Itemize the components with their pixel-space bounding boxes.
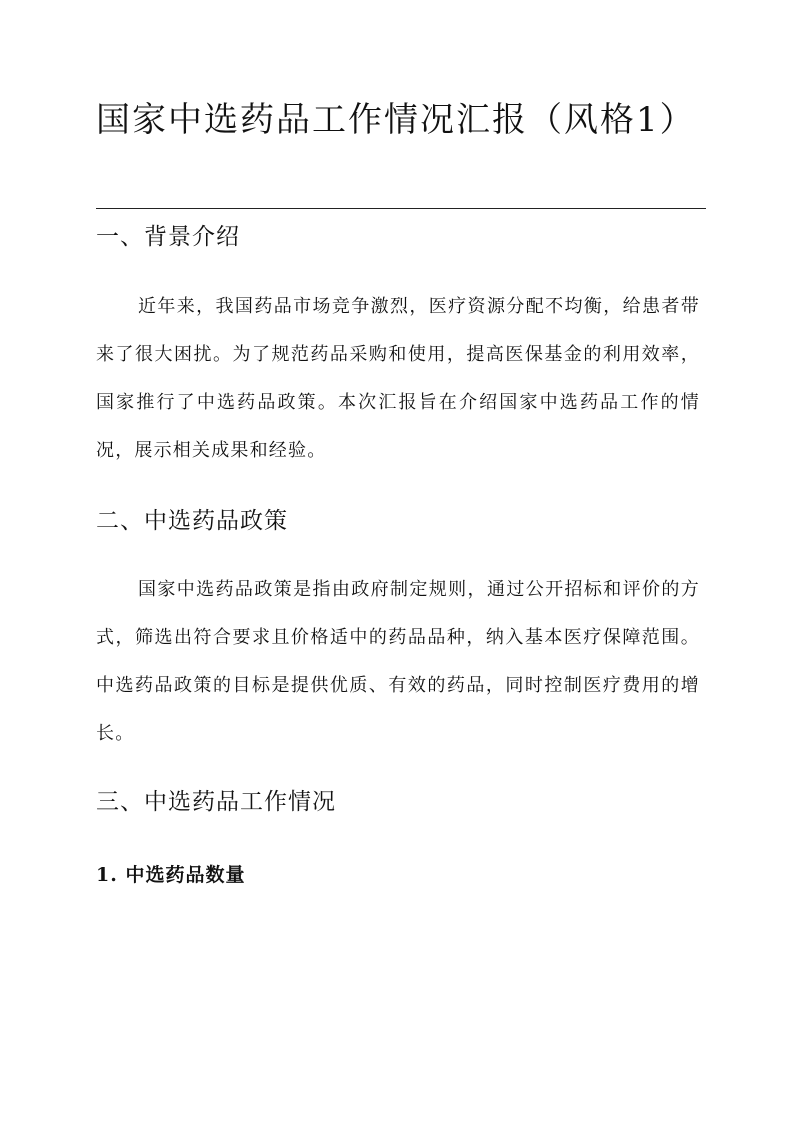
subsection-heading-drug-quantity: 1. 中选药品数量 — [96, 864, 246, 886]
section-heading-work-status: 三、中选药品工作情况 — [96, 789, 336, 815]
section-heading-policy: 二、中选药品政策 — [96, 508, 288, 534]
section-paragraph-policy: 国家中选药品政策是指由政府制定规则，通过公开招标和评价的方式，筛选出符合要求且价格适中的药品品种，纳入基本医疗保障范围。中选药品政策的目标是提供优质、有效的药品，同时控制医疗费用的增长。 — [96, 579, 700, 744]
title-divider — [96, 208, 706, 209]
section-paragraph-background: 近年来，我国药品市场竞争激烈，医疗资源分配不均衡，给患者带来了很大困扰。为了规范药品采购和使用，提高医保基金的利用效率，国家推行了中选药品政策。本次汇报旨在介绍国家中选药品工作的情况，展示相关成果和经验。 — [96, 296, 700, 461]
section-heading-background: 一、背景介绍 — [96, 224, 240, 250]
document-title: 国家中选药品工作情况汇报（风格1） — [96, 100, 696, 140]
